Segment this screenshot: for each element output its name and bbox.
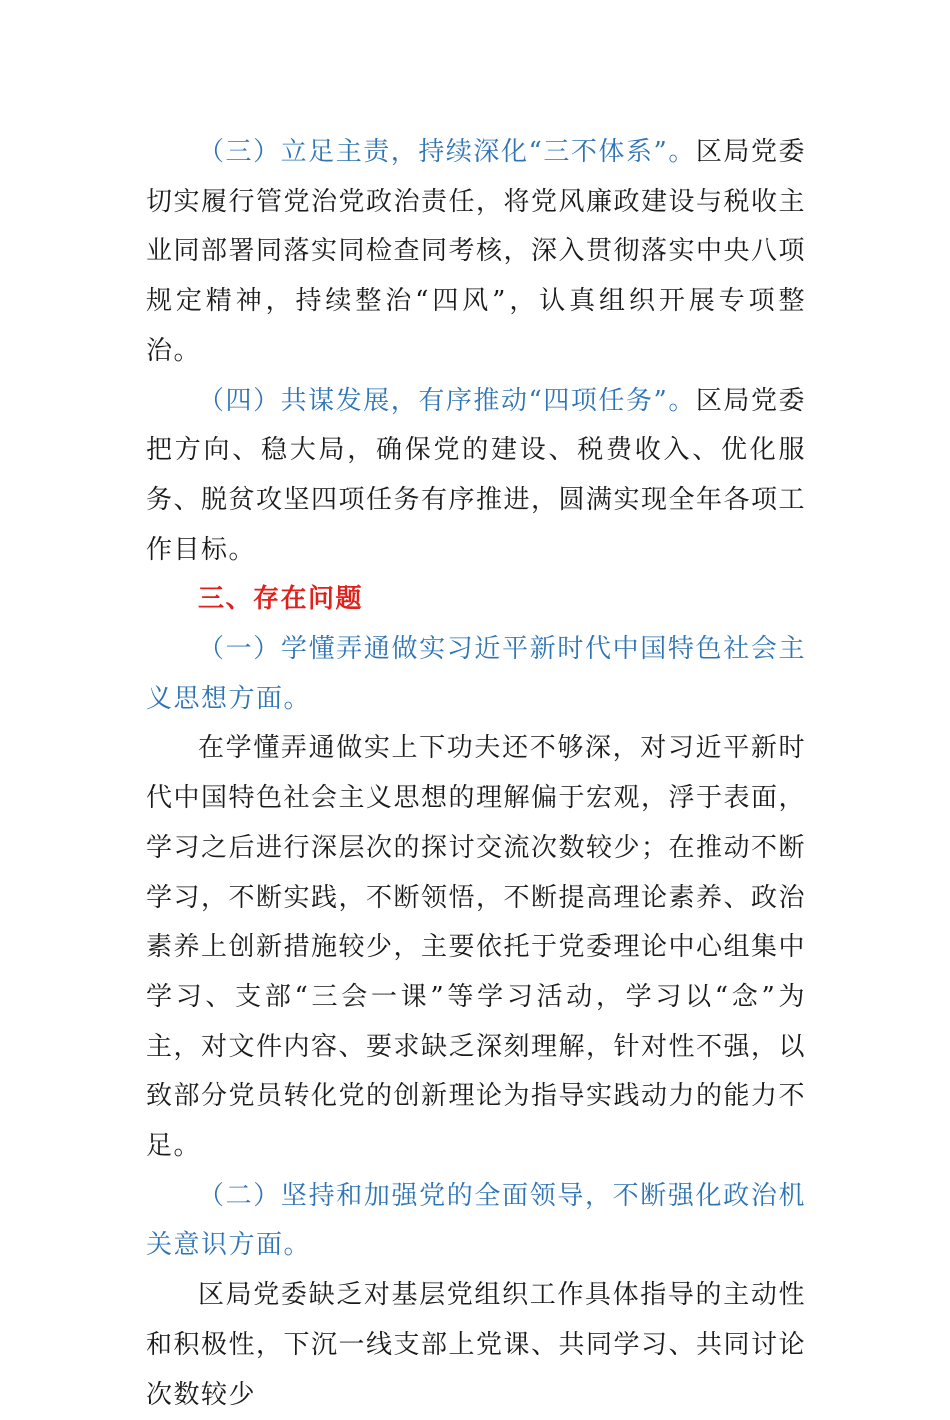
heading-issue-two: （二）坚持和加强党的全面领导，不断强化政治机关意识方面。 (146, 1180, 806, 1261)
body-issue-one: 在学懂弄通做实上下功夫还不够深，对习近平新时代中国特色社会主义思想的理解偏于宏观，浮于表面，学习之后进行深层次的探讨交流次数较少；在推动不断学习，不断实践，不断领悟，不断提高理论素养、政治素养上创新措施较少，主要依托于党委理论中心组集中学习、支部“三会一课”等学习活动，学习以“念”为主，对文件内容、要求缺乏深刻理解，针对性不强，以致部分党员转化党的创新理论为指导实践动力的能力不足。 (146, 733, 807, 1162)
body-three-no-system: 区局党委切实履行管党治党政治责任，将党风廉政建设与税收主业同部署同落实同检查同考核，深入贯彻落实中央八项规定精神，持续整治“四风”，认真组织开展专项整治。 (146, 137, 807, 366)
heading-four-tasks: （四）共谋发展，有序推动“四项任务”。 (198, 385, 696, 416)
heading-issue-one: （一）学懂弄通做实习近平新时代中国特色社会主义思想方面。 (146, 634, 806, 714)
paragraph-four-tasks (146, 377, 806, 576)
document-page (146, 128, 806, 1420)
section-title-existing-problems: 三、存在问题 (198, 584, 364, 615)
body-issue-two: 区局党委缺乏对基层党组织工作具体指导的主动性和积极性，下沉一线支部上党课、共同学习、共同讨论次数较少 (146, 1280, 807, 1410)
body-four-tasks: 区局党委把方向、稳大局，确保党的建设、税费收入、优化服务、脱贫攻坚四项任务有序推进，圆满实现全年各项工作目标。 (146, 385, 807, 565)
paragraph-three-no-system (146, 128, 806, 377)
heading-three-no-system: （三）立足主责，持续深化“三不体系”。 (198, 137, 696, 167)
